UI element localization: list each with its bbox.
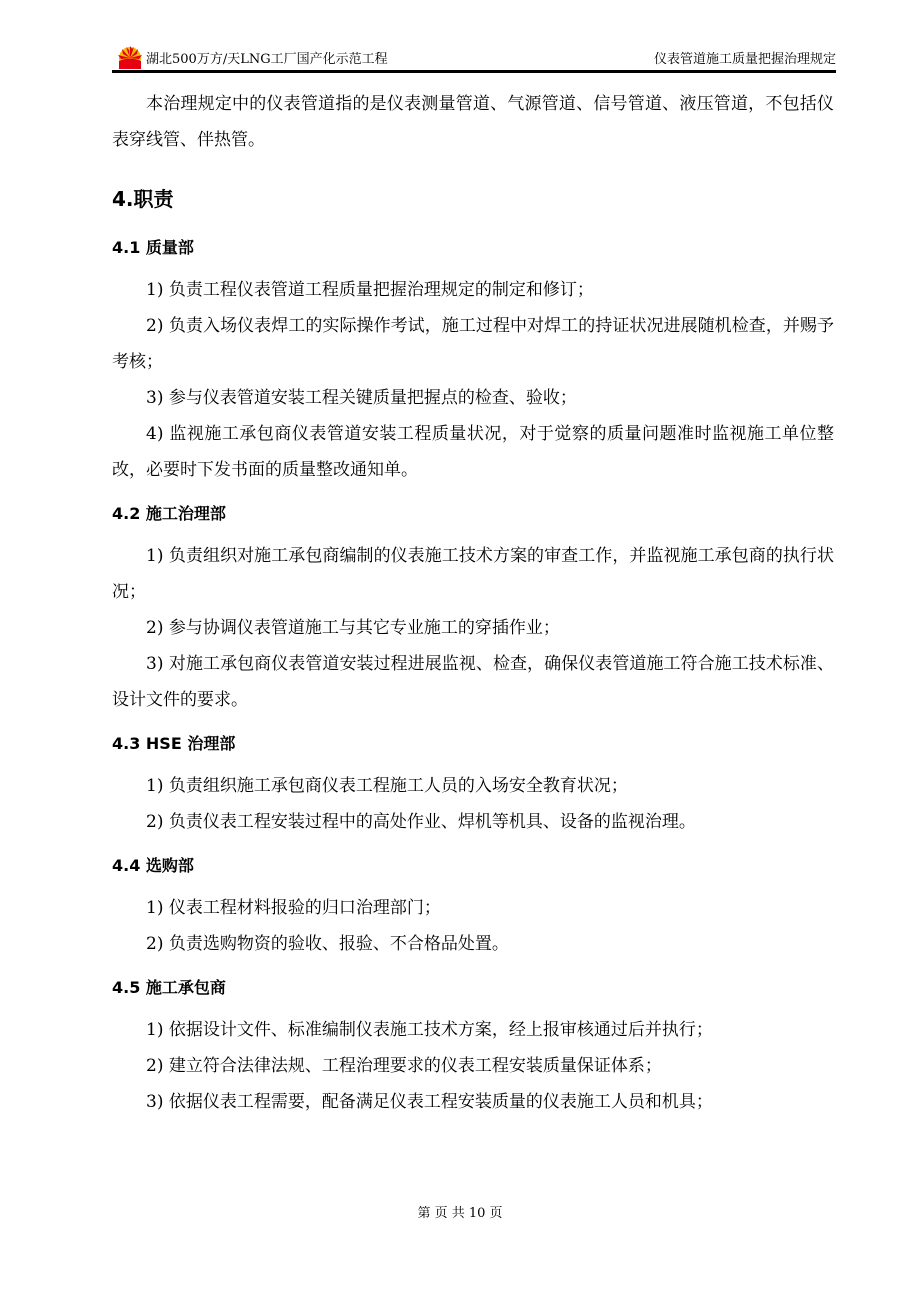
- header-rule: [112, 72, 836, 73]
- list-item: 2) 负责仪表工程安装过程中的高处作业、焊机等机具、设备的监视治理。: [146, 812, 696, 832]
- intro-paragraph: 本治理规定中的仪表管道指的是仪表测量管道、气源管道、信号管道、液压管道，不包括仪表穿线管、伴热管。: [112, 94, 834, 150]
- list-item: 4) 监视施工承包商仪表管道安装工程质量状况，对于觉察的质量问题准时监视施工单位整改，必要时下发书面的质量整改通知单。: [112, 424, 834, 480]
- list-item: 1) 负责工程仪表管道工程质量把握治理规定的制定和修订；: [146, 280, 594, 300]
- section-title: 4.职责: [112, 187, 174, 211]
- subsection-title: 4.3 HSE 治理部: [112, 734, 236, 753]
- list-item: 2) 建立符合法律法规、工程治理要求的仪表工程安装质量保证体系；: [146, 1056, 662, 1076]
- subsection-title: 4.2 施工治理部: [112, 504, 226, 523]
- header-document-title: 仪表管道施工质量把握治理规定: [653, 52, 836, 67]
- list-item: 1) 负责组织施工承包商仪表工程施工人员的入场安全教育状况；: [146, 776, 628, 796]
- list-item: 2) 负责选购物资的验收、报验、不合格品处置。: [146, 934, 509, 954]
- list-item: 3) 依据仪表工程需要，配备满足仪表工程安装质量的仪表施工人员和机具；: [146, 1092, 713, 1112]
- subsection-title: 4.5 施工承包商: [112, 978, 226, 997]
- list-item: 1) 负责组织对施工承包商编制的仪表施工技术方案的审查工作，并监视施工承包商的执行状况；: [112, 546, 834, 602]
- list-item: 1) 仪表工程材料报验的归口治理部门；: [146, 898, 441, 918]
- list-item: 3) 参与仪表管道安装工程关键质量把握点的检查、验收；: [146, 388, 577, 408]
- list-item: 2) 参与协调仪表管道施工与其它专业施工的穿插作业；: [146, 618, 560, 638]
- petrochina-logo-icon: [116, 44, 144, 70]
- document-body: [112, 86, 834, 1120]
- subsection-title: 4.4 选购部: [112, 856, 194, 875]
- list-item: 3) 对施工承包商仪表管道安装过程进展监视、检查，确保仪表管道施工符合施工技术标准、设计文件的要求。: [112, 654, 834, 710]
- subsection-title: 4.1 质量部: [112, 238, 194, 257]
- page-footer: 第 页 共 10 页: [417, 1206, 503, 1221]
- page-header: [112, 44, 836, 72]
- list-item: 2) 负责入场仪表焊工的实际操作考试，施工过程中对焊工的持证状况进展随机检查，并赐予考核；: [112, 316, 834, 372]
- list-item: 1) 依据设计文件、标准编制仪表施工技术方案，经上报审核通过后并执行；: [146, 1020, 713, 1040]
- header-project-title: 湖北500万方/天LNG工厂国产化示范工程: [146, 52, 388, 67]
